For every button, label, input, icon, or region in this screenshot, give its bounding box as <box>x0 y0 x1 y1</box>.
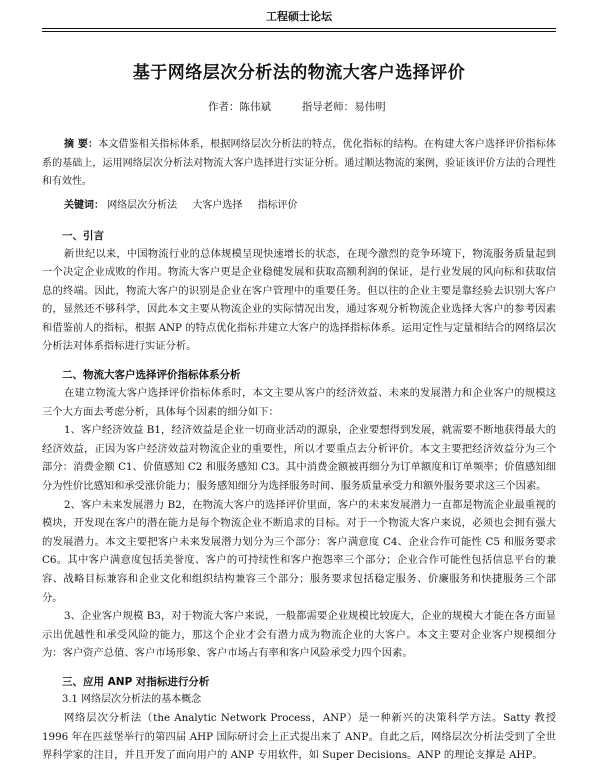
body-paragraph: 在建立物流大客户选择评价指标体系时，本文主要从客户的经济效益、未来的发展潜力和企业客户的规模这三个大方面去考虑分析，具体每个因素的细分如下： <box>42 387 556 418</box>
abstract-label: 摘 要： <box>64 139 99 150</box>
keywords-label: 关键词： <box>64 199 104 211</box>
advisor-label: 指导老师： <box>301 101 355 113</box>
body-paragraph: 网络层次分析法（the Analytic Network Process，ANP）是一种新兴的决策科学方法。Satty 教授 1996 年在匹兹堡举行的第四届 AHP 国际研讨会上正式提出来了 ANP。自此之后，网络层次分析法受到了全世界科学家的注目，并且开发了面向用户的 ANP 专用软件，如 Super Decisions。ANP 的理论支撑是 AHP。 <box>42 711 556 762</box>
body-paragraph: 3、企业客户规模 B3，对于物流大客户来说，一般都需要企业规模比较庞大，企业的规模大才能在各方面显示出优越性和承受风险的能力，那这个企业才会有潜力成为物流企业的大客户。本文主要对企业客户规模细分为：客户资产总值、客户市场形象、客户市场占有率和客户风险承受力四个因素。 <box>42 610 556 660</box>
section-heading-indicator-system: 二、物流大客户选择评价指标体系分析 <box>62 369 241 382</box>
subsection-heading: 3.1 网络层次分析法的基本概念 <box>62 693 202 705</box>
author-line <box>42 99 556 114</box>
body-paragraph: 2、客户未来发展潜力 B2，在物流大客户的选择评价里面，客户的未来发展潜力一直都是物流企业最重视的模块，开发现在客户的潜在能力是每个物流企业不断追求的目标。对于一个物流大客户来说，必须也会拥有强大的发展潜力。本文主要把客户未来发展潜力划分为三个部分：客户满意度 C4、企业合作可能性 C5 和服务要求 C6。其中客户满意度包括美誉度、客户的可持续性和客户抱怨率三个部分；企业合作可能性包括信息平台的兼容、战略目标兼容和企业文化和组织结构兼容三个部分；服务要求包括稳定服务、价廉服务和快捷服务三个部分。 <box>42 498 556 604</box>
section-heading-anp-analysis: 三、应用 ANP 对指标进行分析 <box>62 675 210 688</box>
body-paragraph: 新世纪以来，中国物流行业的总体规模呈现快速增长的状态，在现今激烈的竞争环境下，物流服务质量起到一个决定企业成败的作用。物流大客户更是企业稳健发展和获取高额利润的保证，是行业发展的风向标和获取信息的终端。因此，物流大客户的识别是企业在客户管理中的重要任务。但以往的企业主要是靠经验去识别大客户的，显然还不够科学，因此本文主要从物流企业的实际情况出发，通过客观分析物流企业选择大客户的参考因素和借鉴前人的指标，根据 ANP 的特点优化指标并建立大客户的选择指标体系。运用定性与定量相结合的网络层次分析法对体系指标进行实证分析。 <box>42 247 556 353</box>
section-heading-introduction: 一、引言 <box>62 229 104 242</box>
body-paragraph: 1、客户经济效益 B1，经济效益是企业一切商业活动的源泉，企业要想得到发展，就需要不断地获得最大的经济效益，正因为客户经济效益对物流企业的重要性，所以才要重点去分析评价。本文主要把经济效益分为三个部分：消费金额 C1、价值感知 C2 和服务感知 C3。其中消费金额被再细分为订单额度和订单频率；价值感知细分为性价比感知和承受涨价能力；服务感知细分为选择服务时间、服务质量承受力和额外服务要求这三个因素。 <box>42 424 556 493</box>
keyword: 指标评价 <box>257 199 298 211</box>
author-name: 陈伟斌 <box>239 101 271 113</box>
keywords <box>42 196 556 211</box>
author-label: 作者： <box>208 101 240 113</box>
keyword: 大客户选择 <box>192 199 243 211</box>
keyword: 网络层次分析法 <box>107 199 178 211</box>
paper-title: 基于网络层次分析法的物流大客户选择评价 <box>132 63 466 83</box>
header-rule <box>42 28 556 32</box>
running-head: 工程硕士论坛 <box>266 10 332 23</box>
abstract <box>42 136 556 192</box>
abstract-text: 本文借鉴相关指标体系，根据网络层次分析法的特点，优化指标的结构。在构建大客户选择评价指标体系的基础上，运用网络层次分析法对物流大客户选择进行实证分析。通过顺达物流的案例，验证该评价方法的合理性和有效性。 <box>42 139 557 187</box>
advisor-name: 易伟明 <box>354 101 386 113</box>
